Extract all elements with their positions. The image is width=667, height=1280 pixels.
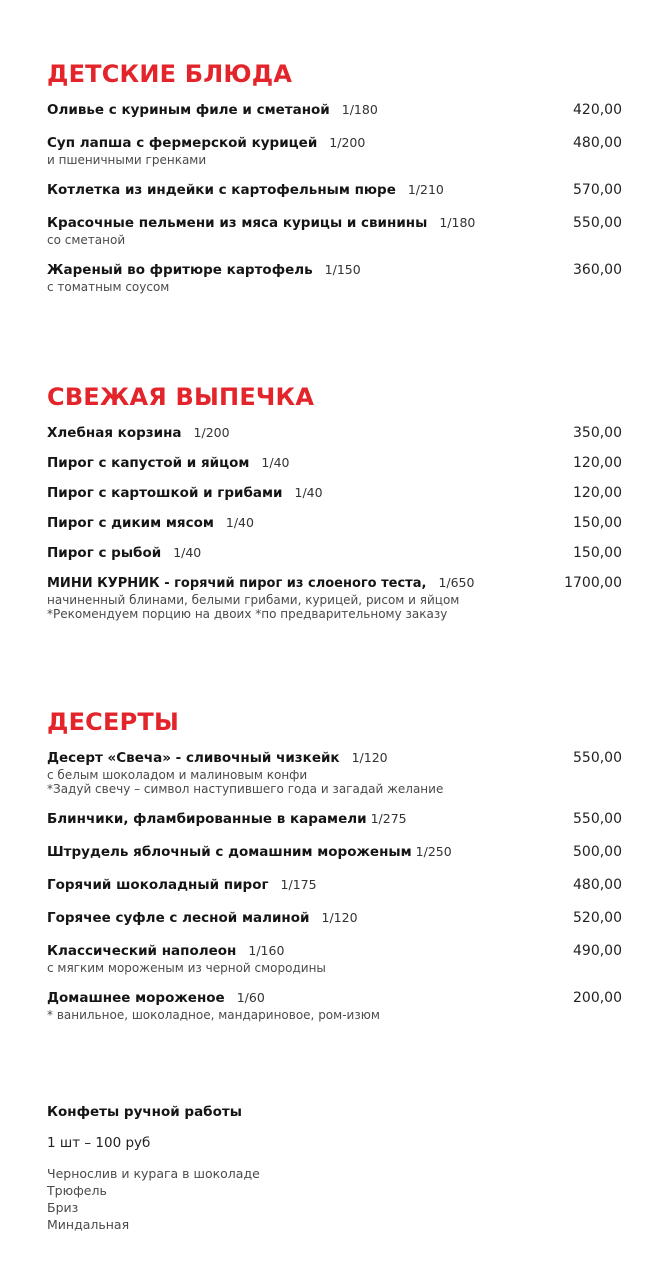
item-portion: 1/150 — [324, 262, 361, 277]
section-title: ДЕСЕРТЫ — [47, 708, 180, 736]
item-portion: 1/650 — [438, 575, 475, 590]
item-name: Жареный во фритюре картофель — [47, 262, 313, 278]
item-price: 120,00 — [573, 485, 622, 501]
item-portion: 1/210 — [407, 182, 444, 197]
item-portion: 1/40 — [225, 515, 254, 530]
section-kids — [47, 60, 622, 307]
item-price: 550,00 — [573, 215, 622, 231]
item-portion: 1/275 — [370, 811, 407, 826]
item-name: Горячий шоколадный пирог — [47, 877, 269, 893]
item-name: Горячее суфле с лесной малиной — [47, 910, 310, 926]
item-portion: 1/175 — [280, 877, 317, 892]
menu-item — [47, 100, 622, 120]
item-price: 420,00 — [573, 102, 622, 118]
item-name: Десерт «Свеча» - сливочный чизкейк — [47, 750, 340, 766]
item-portion: 1/250 — [415, 844, 452, 859]
section-candies — [47, 1103, 622, 1233]
menu-item — [47, 908, 622, 928]
menu-item — [47, 133, 622, 167]
menu-item — [47, 875, 622, 895]
item-description: и пшеничными гренками — [47, 153, 207, 167]
section-title: СВЕЖАЯ ВЫПЕЧКА — [47, 383, 315, 411]
item-note: *Задуй свечу – символ наступившего года и загадай желание — [47, 782, 444, 796]
item-portion: 1/40 — [173, 545, 202, 560]
item-portion: 1/120 — [351, 750, 388, 765]
item-name: Блинчики, фламбированные в карамели — [47, 811, 367, 827]
menu-list — [47, 423, 622, 621]
menu-item — [47, 260, 622, 294]
list-item: Бриз — [47, 1200, 79, 1215]
item-name: Классический наполеон — [47, 943, 237, 959]
menu-list — [47, 748, 622, 1022]
item-portion: 1/200 — [329, 135, 366, 150]
candies-price: 1 шт – 100 руб — [47, 1135, 151, 1151]
item-name: Пирог с диким мясом — [47, 515, 214, 531]
menu-item — [47, 988, 622, 1022]
section-title: ДЕТСКИЕ БЛЮДА — [47, 60, 293, 88]
item-portion: 1/40 — [294, 485, 323, 500]
item-price: 570,00 — [573, 182, 622, 198]
item-portion: 1/60 — [236, 990, 265, 1005]
item-description: со сметаной — [47, 233, 126, 247]
item-name: Пирог с рыбой — [47, 545, 162, 561]
item-name: Штрудель яблочный с домашним мороженым — [47, 844, 412, 860]
item-portion: 1/180 — [341, 102, 378, 117]
item-name: Суп лапша с фермерской курицей — [47, 135, 318, 151]
item-description: с томатным соусом — [47, 280, 170, 294]
section-bakery — [47, 383, 622, 631]
item-name: Котлетка из индейки с картофельным пюре — [47, 182, 396, 198]
menu-item — [47, 453, 622, 473]
item-description: с мягким мороженым из черной смородины — [47, 961, 326, 975]
menu-item — [47, 513, 622, 533]
item-name: Оливье с куриным филе и сметаной — [47, 102, 330, 118]
menu-item — [47, 941, 622, 975]
item-description: начиненный блинами, белыми грибами, курицей, рисом и яйцом — [47, 593, 460, 607]
item-price: 360,00 — [573, 262, 622, 278]
item-description: с белым шоколадом и малиновым конфи — [47, 768, 308, 782]
item-price: 150,00 — [573, 515, 622, 531]
list-item: Чернослив и курага в шоколаде — [47, 1166, 260, 1181]
section-desserts — [47, 708, 622, 1035]
item-name: МИНИ КУРНИК - горячий пирог из слоеного теста, — [47, 576, 427, 591]
menu-item — [47, 483, 622, 503]
menu-item — [47, 573, 622, 621]
item-price: 550,00 — [573, 750, 622, 766]
item-name: Красочные пельмени из мяса курицы и свинины — [47, 215, 428, 231]
menu-list — [47, 100, 622, 294]
menu-item — [47, 748, 622, 796]
item-portion: 1/40 — [261, 455, 290, 470]
item-price: 480,00 — [573, 877, 622, 893]
item-price: 150,00 — [573, 545, 622, 561]
item-name: Домашнее мороженое — [47, 990, 225, 1006]
item-price: 1700,00 — [564, 575, 622, 591]
candies-title: Конфеты ручной работы — [47, 1104, 242, 1120]
list-item: Трюфель — [47, 1183, 107, 1198]
item-price: 480,00 — [573, 135, 622, 151]
item-name: Пирог с капустой и яйцом — [47, 455, 250, 471]
item-portion: 1/200 — [193, 425, 230, 440]
candies-list — [47, 1165, 622, 1233]
item-portion: 1/120 — [321, 910, 358, 925]
item-price: 350,00 — [573, 425, 622, 441]
item-price: 500,00 — [573, 844, 622, 860]
menu-item — [47, 809, 622, 829]
menu-item — [47, 180, 622, 200]
item-price: 120,00 — [573, 455, 622, 471]
item-price: 520,00 — [573, 910, 622, 926]
item-name: Хлебная корзина — [47, 425, 182, 441]
item-portion: 1/180 — [439, 215, 476, 230]
item-note: *Рекомендуем порцию на двоих *по предварительному заказу — [47, 607, 448, 621]
item-description: * ванильное, шоколадное, мандариновое, ром-изюм — [47, 1008, 380, 1022]
item-price: 490,00 — [573, 943, 622, 959]
item-name: Пирог с картошкой и грибами — [47, 485, 283, 501]
item-price: 200,00 — [573, 990, 622, 1006]
item-price: 550,00 — [573, 811, 622, 827]
list-item: Миндальная — [47, 1217, 130, 1232]
menu-item — [47, 543, 622, 563]
item-portion: 1/160 — [248, 943, 285, 958]
menu-item — [47, 213, 622, 247]
menu-item — [47, 842, 622, 862]
menu-item — [47, 423, 622, 443]
